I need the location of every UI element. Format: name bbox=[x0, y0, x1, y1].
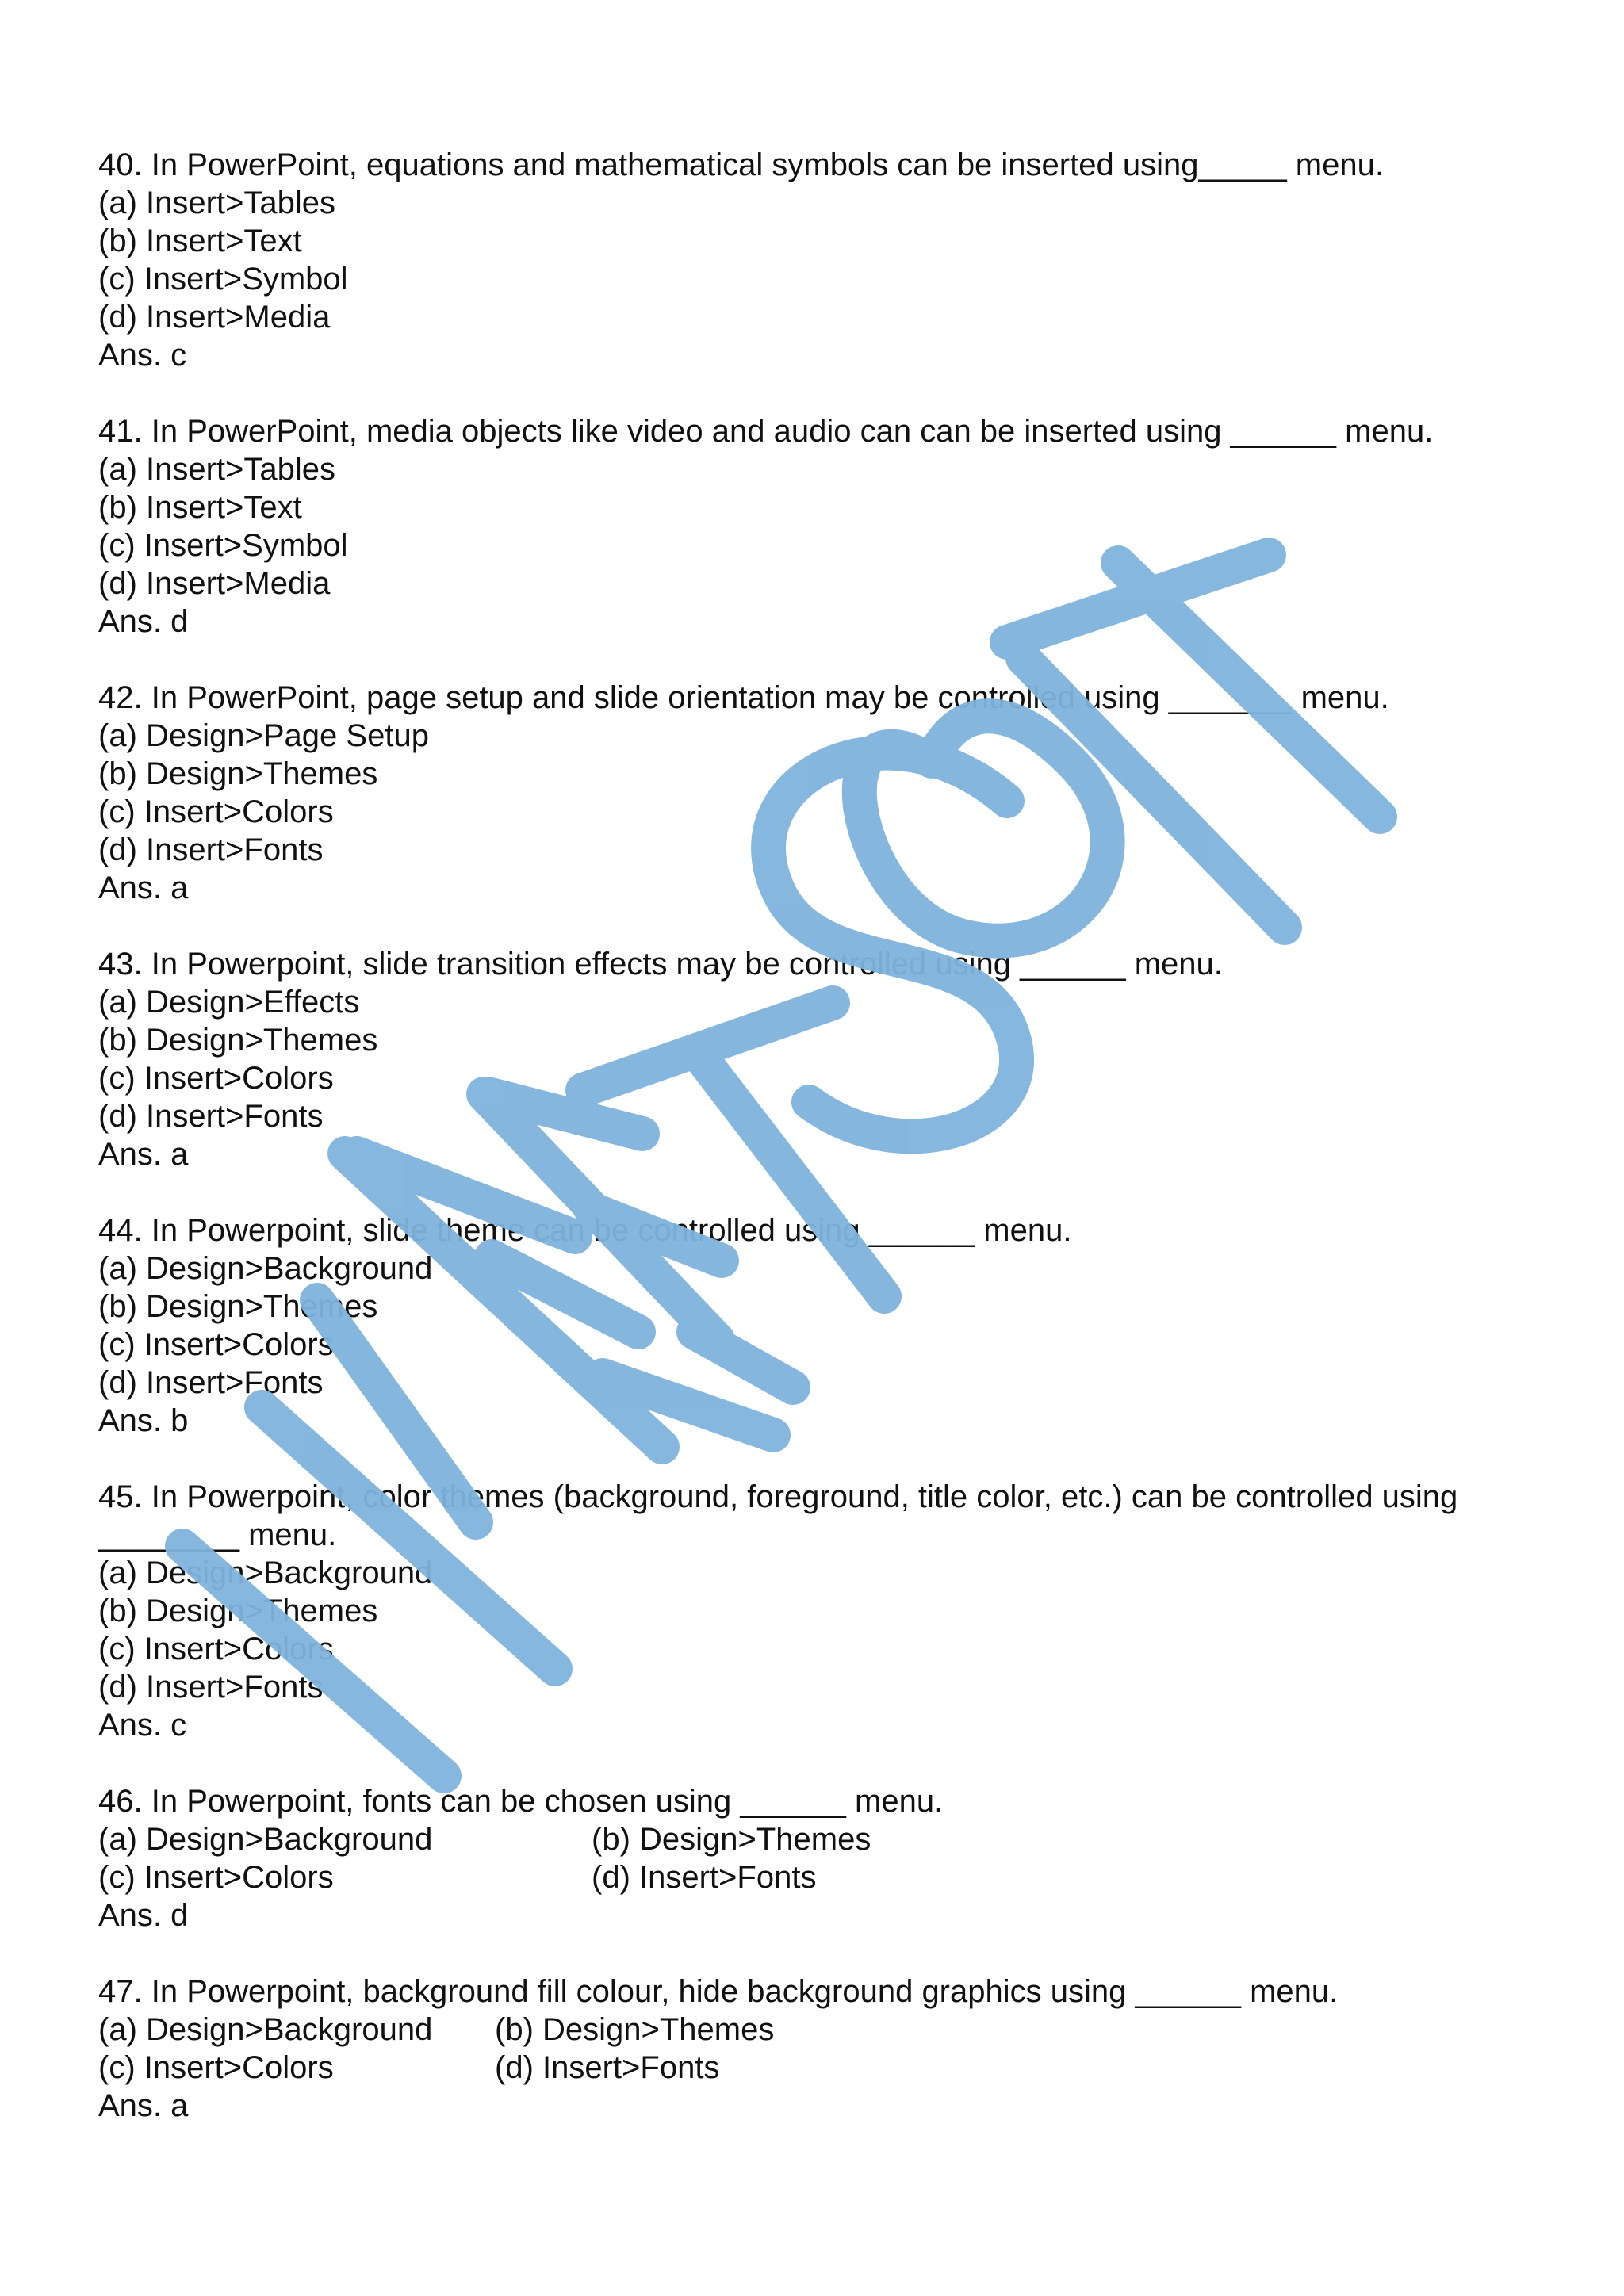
question-text: 42. In PowerPoint, page setup and slide orientation may be controlled using _______ menu. bbox=[98, 680, 1389, 715]
option-b: (b) Design>Themes bbox=[592, 1822, 871, 1857]
question-42 bbox=[98, 679, 1542, 907]
option-a: (a) Insert>Tables bbox=[98, 452, 336, 487]
question-46 bbox=[98, 1782, 1542, 1934]
option-b: (b) Insert>Text bbox=[98, 490, 302, 525]
option-c: (c) Insert>Symbol bbox=[98, 528, 348, 563]
option-b: (b) Design>Themes bbox=[98, 1594, 378, 1628]
option-a: (a) Design>Background bbox=[98, 2012, 433, 2047]
answer: Ans. a bbox=[98, 1137, 189, 1172]
question-text: 40. In PowerPoint, equations and mathematical symbols can be inserted using_____ menu. bbox=[98, 147, 1384, 182]
question-text: 47. In Powerpoint, background fill colour, hide background graphics using ______ menu. bbox=[98, 1974, 1339, 2009]
option-a: (a) Insert>Tables bbox=[98, 186, 336, 220]
option-d: (d) Insert>Media bbox=[98, 566, 331, 601]
question-text: 43. In Powerpoint, slide transition effects may be controlled using ______ menu. bbox=[98, 947, 1223, 982]
question-text: 46. In Powerpoint, fonts can be chosen using ______ menu. bbox=[98, 1784, 944, 1819]
answer: Ans. a bbox=[98, 871, 189, 905]
option-b: (b) Insert>Text bbox=[98, 224, 302, 258]
option-c: (c) Insert>Colors bbox=[98, 1860, 334, 1895]
question-text-line-1: 45. In Powerpoint, color themes (background, foreground, title color, etc.) can be controlled using bbox=[98, 1479, 1458, 1514]
option-a: (a) Design>Background bbox=[98, 1822, 433, 1857]
answer: Ans. c bbox=[98, 1708, 187, 1743]
option-d: (d) Insert>Fonts bbox=[98, 1099, 324, 1134]
option-c: (c) Insert>Colors bbox=[98, 1061, 334, 1096]
option-c: (c) Insert>Colors bbox=[98, 794, 334, 829]
option-b: (b) Design>Themes bbox=[495, 2012, 775, 2047]
answer: Ans. b bbox=[98, 1403, 189, 1438]
question-45 bbox=[98, 1478, 1542, 1744]
options-grid bbox=[98, 1820, 1542, 1896]
option-d: (d) Insert>Fonts bbox=[98, 832, 324, 867]
option-d: (d) Insert>Fonts bbox=[98, 1670, 324, 1705]
question-47 bbox=[98, 1973, 1542, 2125]
option-a: (a) Design>Background bbox=[98, 1251, 433, 1286]
option-a: (a) Design>Page Setup bbox=[98, 718, 429, 753]
question-text: 44. In Powerpoint, slide theme can be controlled using ______ menu. bbox=[98, 1213, 1072, 1248]
option-a: (a) Design>Background bbox=[98, 1556, 433, 1590]
question-41 bbox=[98, 412, 1542, 641]
answer: Ans. c bbox=[98, 338, 187, 373]
option-b: (b) Design>Themes bbox=[98, 1023, 378, 1058]
option-d: (d) Insert>Fonts bbox=[98, 1365, 324, 1400]
question-44 bbox=[98, 1211, 1542, 1440]
answer: Ans. d bbox=[98, 604, 189, 639]
question-43 bbox=[98, 945, 1542, 1173]
option-c: (c) Insert>Colors bbox=[98, 1327, 334, 1362]
option-d: (d) Insert>Media bbox=[98, 300, 331, 335]
answer: Ans. a bbox=[98, 2088, 189, 2123]
option-b: (b) Design>Themes bbox=[98, 1289, 378, 1324]
options-grid bbox=[98, 2011, 1542, 2087]
option-a: (a) Design>Effects bbox=[98, 985, 360, 1020]
answer: Ans. d bbox=[98, 1898, 189, 1933]
option-d: (d) Insert>Fonts bbox=[592, 1860, 817, 1895]
option-d: (d) Insert>Fonts bbox=[495, 2050, 720, 2085]
option-c: (c) Insert>Colors bbox=[98, 2050, 334, 2085]
option-c: (c) Insert>Colors bbox=[98, 1632, 334, 1667]
option-b: (b) Design>Themes bbox=[98, 756, 378, 791]
question-text-line-2: ________ menu. bbox=[98, 1517, 337, 1552]
option-c: (c) Insert>Symbol bbox=[98, 262, 348, 297]
question-text: 41. In PowerPoint, media objects like video and audio can can be inserted using ______ menu. bbox=[98, 414, 1434, 449]
question-40 bbox=[98, 146, 1542, 374]
